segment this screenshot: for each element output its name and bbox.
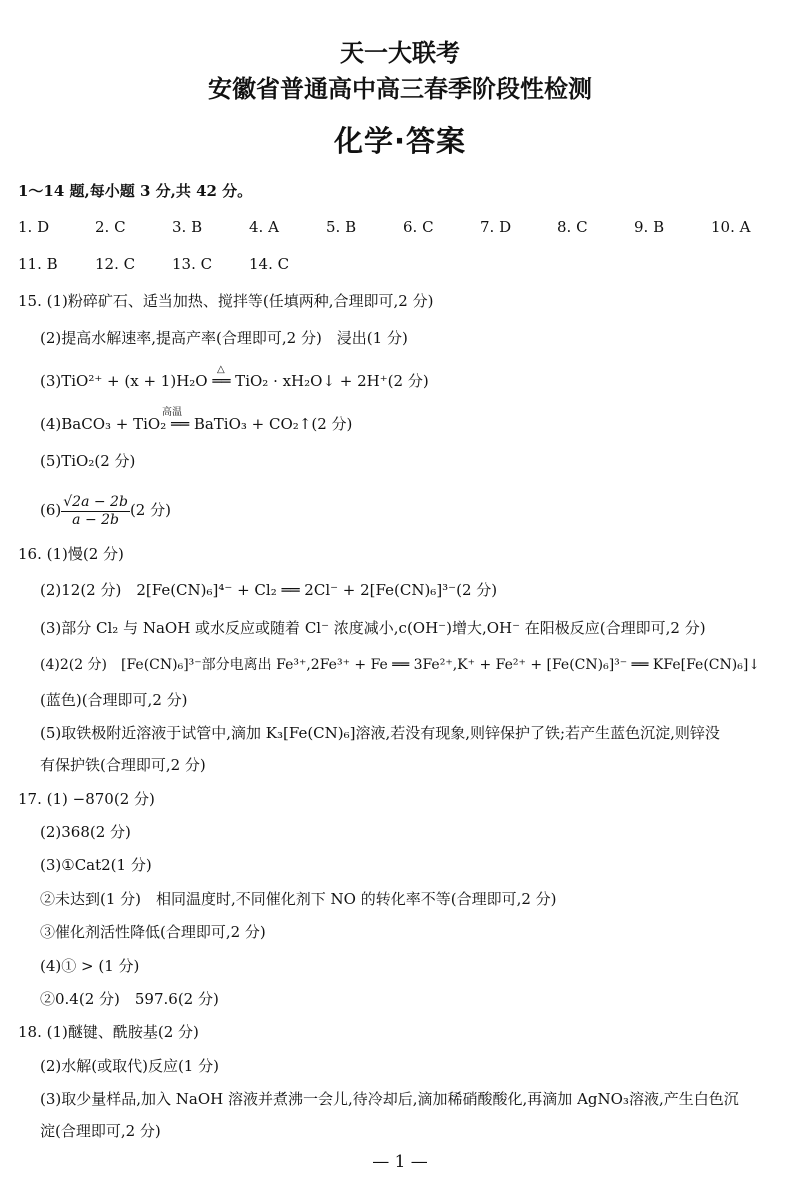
heat-condition-mark: △ xyxy=(217,364,225,375)
fraction-numerator: √2a − 2b xyxy=(63,493,128,510)
mc-answer: 3. B xyxy=(172,218,203,236)
subject-title: 化学·答案 xyxy=(333,124,467,158)
q15-part3-equation: (3)TiO²⁺ + (x + 1)H₂O ══ TiO₂ · xH₂O↓ + 2H⁺(2 分) xyxy=(40,372,429,390)
mc-answer: 6. C xyxy=(403,218,434,236)
q15-part6-label: (6) xyxy=(40,501,62,519)
mc-answer: 2. C xyxy=(95,218,126,236)
q16-part5: (5)取铁极附近溶液于试管中,滴加 K₃[Fe(CN)₆]溶液,若没有现象,则锌保护了铁;若产生蓝色沉淀,则锌没 xyxy=(40,724,720,742)
fraction-denominator: a − 2b xyxy=(72,511,120,528)
q15-part2: (2)提高水解速率,提高产率(合理即可,2 分) 浸出(1 分) xyxy=(40,329,408,347)
mc-answer: 11. B xyxy=(18,255,58,273)
mc-answer: 9. B xyxy=(634,218,665,236)
q15-part6-fraction xyxy=(61,494,130,529)
q16-part1: 16. (1)慢(2 分) xyxy=(18,545,124,563)
q16-part5-cont: 有保护铁(合理即可,2 分) xyxy=(40,756,206,774)
mc-answer: 12. C xyxy=(95,255,136,273)
q15-part1: 15. (1)粉碎矿石、适当加热、搅拌等(任填两种,合理即可,2 分) xyxy=(18,292,434,310)
high-temp-condition-mark: 高温 xyxy=(162,407,182,418)
mc-answer: 10. A xyxy=(711,218,751,236)
mc-answer: 14. C xyxy=(249,255,290,273)
q17-part4-2: ②0.4(2 分) 597.6(2 分) xyxy=(40,990,219,1008)
q18-part2: (2)水解(或取代)反应(1 分) xyxy=(40,1057,219,1075)
page-number: — 1 — xyxy=(372,1152,428,1172)
q17-part3: (3)①Cat2(1 分) xyxy=(40,856,152,874)
q17-part2: (2)368(2 分) xyxy=(40,823,131,841)
q17-part3-3: ③催化剂活性降低(合理即可,2 分) xyxy=(40,923,266,941)
q16-part4: (4)2(2 分) [Fe(CN)₆]³⁻部分电离出 Fe³⁺,2Fe³⁺ + Fe ══ 3Fe²⁺,K⁺ + Fe²⁺ + [Fe(CN)₆]³⁻ ══ KFe[Fe(CN)₆]↓ xyxy=(40,657,761,673)
q18-part3: (3)取少量样品,加入 NaOH 溶液并煮沸一会儿,待冷却后,滴加稀硝酸酸化,再滴加 AgNO₃溶液,产生白色沉 xyxy=(40,1090,739,1108)
q15-part3 xyxy=(40,364,429,391)
q16-part3: (3)部分 Cl₂ 与 NaOH 或水反应或随着 Cl⁻ 浓度减小,c(OH⁻)增大,OH⁻ 在阳极反应(合理即可,2 分) xyxy=(40,619,706,637)
mc-answer: 4. A xyxy=(249,218,279,236)
q16-part4-cont: (蓝色)(合理即可,2 分) xyxy=(40,691,188,709)
exam-name-title: 安徽省普通高中高三春季阶段性检测 xyxy=(208,75,592,103)
q15-part5: (5)TiO₂(2 分) xyxy=(40,452,136,470)
q16-part2: (2)12(2 分) 2[Fe(CN)₆]⁴⁻ + Cl₂ ══ 2Cl⁻ + 2[Fe(CN)₆]³⁻(2 分) xyxy=(40,581,498,599)
q17-part3-2: ②未达到(1 分) 相同温度时,不同催化剂下 NO 的转化率不等(合理即可,2 分) xyxy=(40,890,557,908)
mc-answer: 8. C xyxy=(557,218,588,236)
q15-part4-equation: (4)BaCO₃ + TiO₂ ══ BaTiO₃ + CO₂↑(2 分) xyxy=(40,415,353,433)
mc-answer: 1. D xyxy=(18,218,50,236)
mc-answer: 7. D xyxy=(480,218,512,236)
q15-part6 xyxy=(40,490,171,530)
mc-answer: 5. B xyxy=(326,218,357,236)
q15-part4 xyxy=(40,407,353,434)
q18-part3-cont: 淀(合理即可,2 分) xyxy=(40,1122,161,1140)
mc-answer: 13. C xyxy=(172,255,213,273)
q17-part1: 17. (1) −870(2 分) xyxy=(18,790,155,808)
exam-series-title: 天一大联考 xyxy=(340,39,460,67)
q15-part6-score: (2 分) xyxy=(129,501,171,519)
q18-part1: 18. (1)醚键、酰胺基(2 分) xyxy=(18,1023,199,1041)
mc-intro: 1～14 题,每小题 3 分,共 42 分。 xyxy=(18,182,253,200)
q17-part4: (4)① > (1 分) xyxy=(40,957,140,975)
